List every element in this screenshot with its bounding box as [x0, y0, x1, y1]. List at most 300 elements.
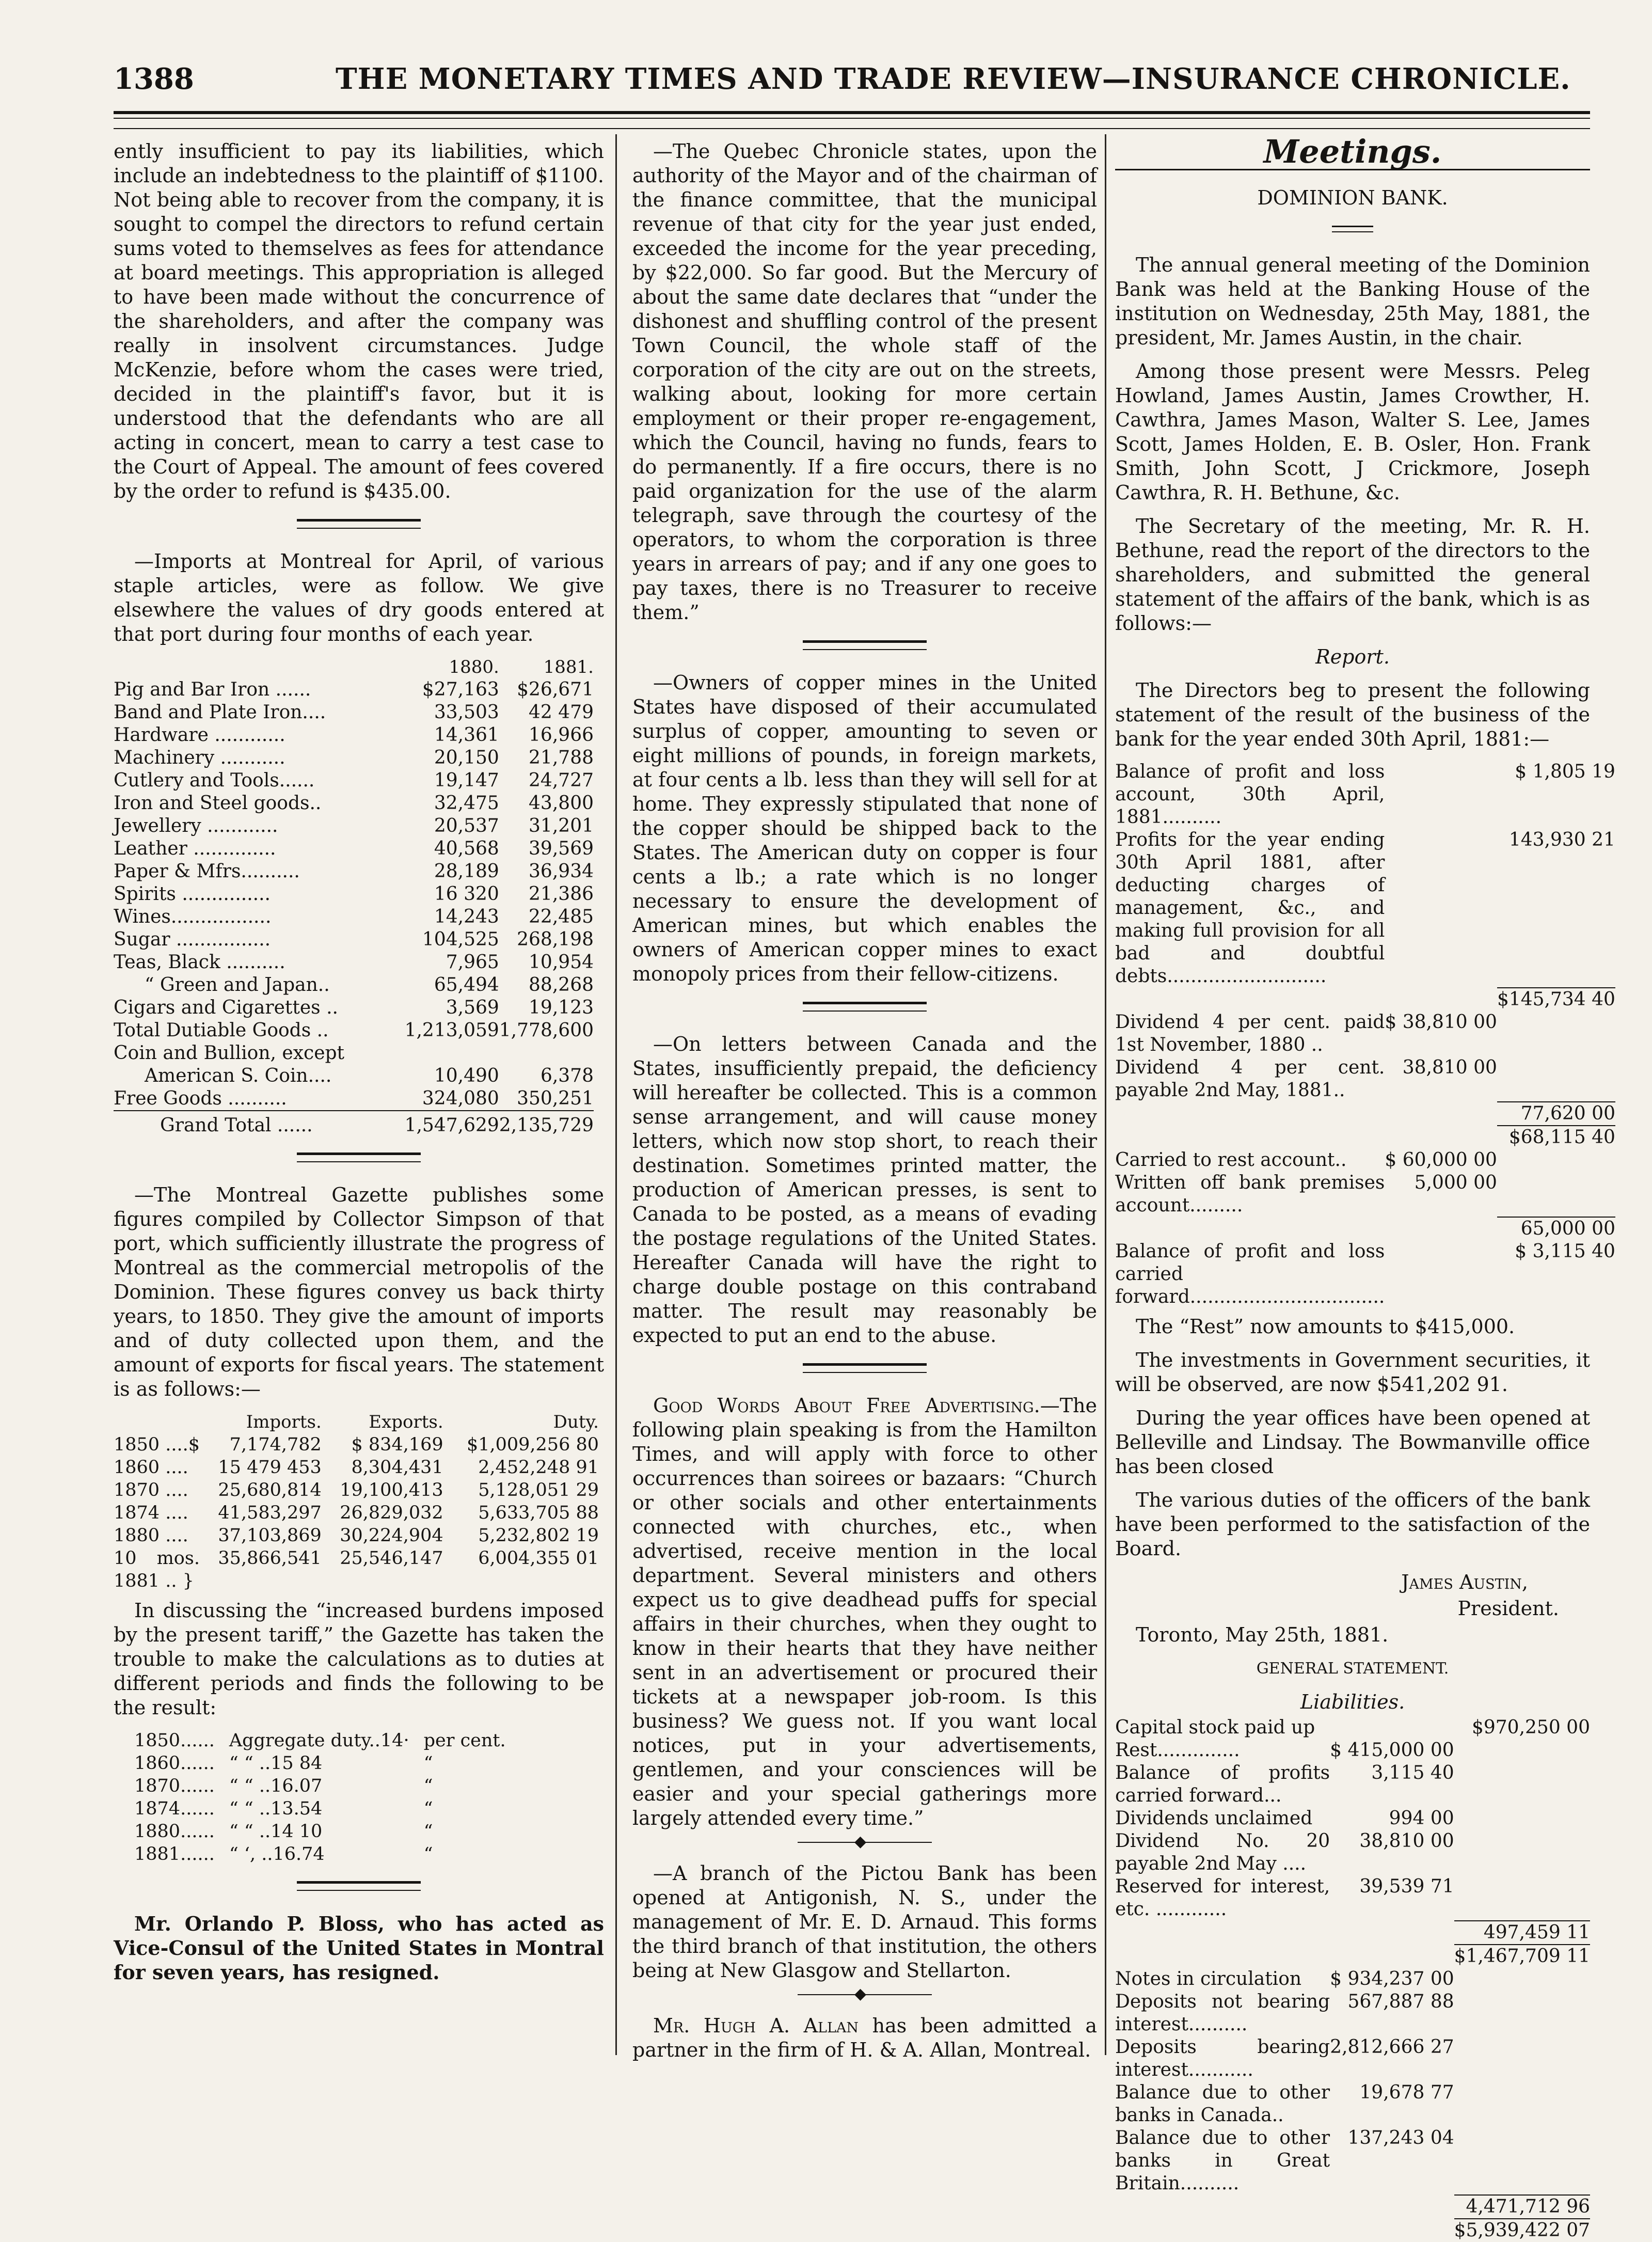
table-row	[134, 1843, 520, 1866]
statement-row	[1115, 1056, 1615, 1102]
section-separator	[803, 1363, 927, 1373]
table-cell	[405, 1042, 499, 1065]
section-separator	[297, 1881, 421, 1891]
statement-row	[1115, 2036, 1590, 2081]
table-cell: 1874......	[134, 1798, 215, 1819]
table-cell: 104,525	[422, 929, 499, 950]
imports-intro: —Imports at Montreal for April, of various staple articles, were as follow. We give elsewhere the values of dry goods entered at that port during four months of each year.	[114, 550, 604, 645]
statement-label: Balance of profit and loss carried forward.................................	[1115, 1241, 1385, 1307]
statement-label	[1115, 1102, 1385, 1126]
table-cell: Paper & Mfrs..........	[114, 861, 300, 882]
statement-label: Written off bank premises account.........	[1115, 1172, 1385, 1216]
statement-label	[1115, 988, 1385, 1011]
table-cell: 5,128,051 29	[478, 1480, 599, 1501]
statement-amount	[1330, 1716, 1454, 1739]
statement-amount: 994 00	[1389, 1808, 1454, 1829]
table-cell: “	[423, 1844, 433, 1865]
table-cell: American S. Coin....	[145, 1065, 332, 1086]
article-paragraph: Mr. Orlando P. Bloss, who has acted as Vice-Consul of the United States in Montral for seven years, has resigned.	[114, 1912, 604, 1984]
table-row	[134, 1820, 520, 1843]
table-cell: 21,788	[529, 747, 594, 768]
table-cell: 19,100,413	[340, 1480, 443, 1501]
statement-row	[1115, 1991, 1590, 2036]
statement-amount	[1385, 1126, 1497, 1149]
table-cell: 3,569	[446, 997, 499, 1018]
ornament-separator	[798, 1842, 932, 1843]
statement-amount	[1385, 1102, 1497, 1126]
statement-total	[1454, 1968, 1590, 1991]
table-cell: “ “ ..15 84	[229, 1753, 323, 1774]
statement-total: $68,115 40	[1497, 1126, 1615, 1149]
statement-total	[1497, 1056, 1615, 1102]
statement-label: Balance of profit and loss account, 30th April, 1881..........	[1115, 761, 1385, 828]
table-cell: 350,251	[517, 1088, 594, 1109]
page-number: 1388	[114, 62, 194, 96]
table-cell: 31,201	[529, 815, 594, 836]
article-heading: Mr. Hugh A. Allan	[653, 2014, 859, 2037]
article-text: has been admitted a partner in the firm of H. & A. Allan, Montreal.	[632, 2014, 1097, 2061]
statement-label	[1115, 2195, 1330, 2219]
table-cell: 20,150	[434, 747, 499, 768]
table-cell: 36,934	[529, 861, 594, 882]
statement-label: Profits for the year ending 30th April 1881, after deducting charges of management, &c., and making full provision for all bad and doubtful debts...........................	[1115, 829, 1385, 987]
table-cell: 7,965	[446, 952, 499, 973]
table-cell: Teas, Black ..........	[114, 952, 285, 973]
duty-table	[134, 1729, 520, 1866]
table-cell: 35,866,541	[218, 1548, 322, 1569]
table-row	[134, 1775, 520, 1797]
table-row	[114, 1456, 599, 1479]
statement-total	[1497, 1172, 1615, 1217]
statement-row	[1115, 1240, 1615, 1308]
statement-amount: 2,812,666 27	[1330, 2036, 1454, 2058]
table-cell: $1,009,256 80	[466, 1434, 599, 1455]
table-row	[134, 1729, 520, 1752]
table-cell: 1850......	[134, 1730, 215, 1751]
section-separator	[297, 519, 421, 529]
article-paragraph: —Owners of copper mines in the United States have disposed of their accumulated surplus of copper, amounting to seven or eight millions of pounds, in foreign markets, at four cents a lb. less than they will sell for at home. They expressly stipulated that none of the copper should be shipped back to the States. The American duty on copper is four cents a lb.; a rate which is no longer necessary to ensure the development of American mines, but which enables the owners of American copper mines to exact monopoly prices from their fellow-citizens.	[632, 671, 1097, 985]
statement-row	[1115, 1102, 1615, 1126]
statement-amount	[1385, 761, 1497, 829]
table-cell: 1,547,629	[405, 1111, 499, 1137]
article-paragraph: —The Montreal Gazette publishes some figures compiled by Collector Simpson of that port, which sufficiently illustrate the progress of Montreal as the commercial metropolis of the Dominion. These figures convey us back thirty years, to 1850. They give the amount of imports and of duty collected upon them, and the amount of exports for fiscal years. The statement is as follows:—	[114, 1183, 604, 1400]
column-divider	[1105, 134, 1106, 2055]
statement-row	[1115, 1921, 1590, 1945]
table-cell: 37,103,869	[218, 1525, 322, 1546]
signature-title: President.	[1457, 1597, 1559, 1620]
table-cell: 40,568	[434, 838, 499, 859]
column-2	[632, 139, 1097, 2153]
table-cell: Pig and Bar Iron ......	[114, 679, 311, 700]
statement-row	[1115, 1172, 1615, 1217]
statement-total: $5,939,422 07	[1454, 2220, 1590, 2241]
statement-label: Rest..............	[1115, 1740, 1240, 1761]
table-cell: 5,633,705 88	[478, 1503, 599, 1523]
table-cell: “ “ ..14 10	[229, 1821, 323, 1842]
liabilities-heading: Liabilities.	[1300, 1691, 1405, 1713]
table-row	[114, 747, 594, 769]
statement-row	[1115, 761, 1615, 829]
statement-row	[1115, 2127, 1590, 2195]
statement-row	[1115, 1217, 1615, 1240]
statement-total	[1454, 1739, 1590, 1762]
table-cell: 2,452,248 91	[478, 1457, 599, 1478]
header-rule-thin	[114, 118, 1590, 119]
table-cell: $26,671	[517, 679, 594, 700]
table-row	[114, 815, 594, 838]
table-cell: Band and Plate Iron....	[114, 702, 326, 723]
table-cell: 1,213,059	[404, 1020, 499, 1041]
article-paragraph: ently insufficient to pay its liabilities, which include an indebtedness to the plaintiff of $1100. Not being able to recover from the company, it is sought to compel the directors to refund certain sums voted to themselves as fees for attendance at board meetings. This appropriation is alleged to have been made without the concurrence of the shareholders, and after the company was really in insolvent circumstances. Judge McKenzie, before whom the cases were tried, decided in the plaintiff's favor, but it is understood that the defendants who are all acting in concert, mean to carry a test case to the Court of Appeal. The amount of fees covered by the order to refund is $435.00.	[114, 140, 604, 502]
statement-label	[1115, 1921, 1330, 1945]
statement-row	[1115, 1830, 1590, 1875]
table-cell: 14,361	[434, 724, 499, 746]
table-cell: 16 320	[434, 883, 499, 905]
table-row	[114, 928, 594, 951]
table-cell: 28,189	[434, 861, 499, 882]
column-divider	[615, 134, 617, 2055]
table-cell: Machinery ...........	[114, 747, 285, 768]
statement-row	[1115, 1739, 1590, 1762]
statement-label: Dividend 4 per cent. paid 1st November, 1880 ..	[1115, 1012, 1385, 1055]
table-row	[114, 1502, 599, 1524]
section-title: Meetings.	[1263, 133, 1442, 170]
report-statement-body	[1115, 761, 1615, 1308]
statement-amount: 137,243 04	[1347, 2127, 1454, 2149]
table-cell: Coin and Bullion, except	[114, 1043, 345, 1064]
statement-amount: $ 38,810 00	[1385, 1012, 1497, 1033]
table-row	[114, 1065, 594, 1087]
table-cell: 6,378	[540, 1065, 594, 1086]
statement-amount: 39,539 71	[1359, 1876, 1454, 1897]
table-cell: 1850 ....$	[114, 1434, 200, 1455]
report-statement	[1115, 761, 1615, 1308]
table-row	[114, 883, 594, 906]
article-paragraph: The investments in Government securities, it will be observed, are now $541,202 91.	[1115, 1349, 1590, 1396]
table-row	[134, 1797, 520, 1820]
statement-total	[1454, 2036, 1590, 2081]
article-paragraph: —The Quebec Chronicle states, upon the authority of the Mayor and of the chairman of the finance committee, that the municipal revenue of that city for the year just ended, exceeded the income for the year preceding, by $22,000. So far good. But the Mercury of about the same date declares that “under the dishonest and shuffling control of the present Town Council, the whole staff of the corporation of the city are out on the streets, walking about, looking for more certain employment or their proper re-engagement, which the Council, having no funds, fears to do permanently. If a fire occurs, there is no paid organization for the use of the alarm telegraph, save through the courtesy of the operators, to whom the corporation is three years in arrears of pay; and if any one goes to pay taxes, there is no Treasurer to receive them.”	[632, 140, 1097, 624]
statement-total: 4,471,712 96	[1454, 2195, 1590, 2219]
column-header: Imports.	[246, 1412, 322, 1432]
statement-row	[1115, 1126, 1615, 1149]
table-row	[114, 701, 594, 724]
statement-label: Deposits not bearing interest..........	[1115, 1991, 1330, 2035]
column-header: 1880.	[449, 657, 499, 677]
table-cell: Iron and Steel goods..	[114, 793, 322, 814]
table-cell: 10,490	[434, 1065, 499, 1086]
table-cell: 324,080	[422, 1088, 499, 1109]
statement-amount: 38,810 00	[1402, 1057, 1497, 1078]
column-header: Duty.	[553, 1412, 599, 1432]
statement-amount: $ 934,237 00	[1330, 1968, 1454, 1990]
statement-total: $ 1,805 19	[1515, 761, 1615, 782]
statement-total: 497,459 11	[1454, 1921, 1590, 1945]
table-row	[114, 951, 594, 974]
place-date: Toronto, May 25th, 1881.	[1136, 1623, 1389, 1646]
table-cell: 14,243	[434, 906, 499, 927]
table-cell: per cent.	[423, 1730, 506, 1751]
statement-row	[1115, 829, 1615, 988]
table-row	[114, 1087, 594, 1111]
table-cell: Wines.................	[114, 906, 272, 927]
statement-label: Notes in circulation	[1115, 1968, 1302, 1990]
article-text: —The following plain speaking is from the Hamilton Times, and will apply with force to other occurrences than soirees or bazaars: “Church or other socials and other entertainments connected with churches, etc., when advertised, receive mention in the local department. Several ministers and others expect us to give deadhead puffs for special affairs in their churches, when they ought to know in their hearts that they have neither sent in an advertisement or procured their tickets at a newspaper job-room. Is this business? We guess not. If you want local notices, put in your advertisements, gentlemen, and your consciences will be easier and your special gatherings more largely attended every time.”	[632, 1394, 1097, 1829]
article-paragraph: During the year offices have been opened at Belleville and Lindsay. The Bowmanville office has been closed	[1115, 1407, 1590, 1478]
statement-amount	[1385, 829, 1497, 988]
table-row	[114, 724, 594, 747]
table-row	[114, 974, 594, 997]
statement-amount	[1330, 2219, 1454, 2242]
short-rule	[1332, 226, 1373, 232]
table-cell	[499, 1042, 594, 1065]
table-cell: “ “ ..13.54	[229, 1798, 323, 1819]
article-paragraph	[632, 2014, 1097, 2062]
table-cell: 19,147	[434, 770, 499, 791]
table-row	[114, 838, 594, 860]
statement-label: Carried to rest account..	[1115, 1149, 1347, 1171]
imports-table	[114, 656, 594, 1137]
table-cell: “ “ ..16.07	[229, 1776, 323, 1796]
table-row	[134, 1752, 520, 1775]
statement-amount: 3,115 40	[1371, 1762, 1454, 1783]
statement-label: Deposits bearing interest...........	[1115, 2036, 1330, 2080]
table-row	[114, 997, 594, 1019]
table-cell: 32,475	[434, 793, 499, 814]
table-row	[114, 1019, 594, 1042]
table-cell: Hardware ............	[114, 724, 285, 746]
article-paragraph: The “Rest” now amounts to $415,000.	[1136, 1315, 1515, 1338]
bank-title: DOMINION BANK.	[1257, 186, 1448, 209]
article-heading: Good Words About Free Advertising.	[653, 1394, 1040, 1417]
statement-total	[1454, 2127, 1590, 2195]
statement-row	[1115, 1807, 1590, 1830]
statement-amount	[1330, 2195, 1454, 2219]
statement-label: Dividends unclaimed	[1115, 1808, 1313, 1829]
table-cell: 39,569	[529, 838, 594, 859]
statement-label: Balance due to other banks in Great Britain..........	[1115, 2127, 1330, 2194]
table-cell: 1860 ....	[114, 1457, 188, 1478]
section-separator	[803, 1002, 927, 1012]
table-cell: “	[423, 1776, 433, 1796]
publication-title: THE MONETARY TIMES AND TRADE REVIEW—INSURANCE CHRONICLE.	[336, 62, 1571, 96]
trade-table-body	[114, 1433, 599, 1592]
statement-total	[1497, 1149, 1615, 1172]
table-row	[114, 678, 594, 701]
table-cell: Sugar ................	[114, 929, 271, 950]
statement-label: Capital stock paid up	[1115, 1717, 1315, 1738]
statement-total: $145,734 40	[1497, 989, 1615, 1010]
statement-row	[1115, 2195, 1590, 2219]
table-cell: 25,546,147	[340, 1548, 443, 1569]
report-heading: Report.	[1315, 645, 1390, 668]
column-3	[1115, 133, 1615, 2241]
statement-amount: $ 60,000 00	[1385, 1149, 1497, 1171]
table-cell: 8,304,431	[351, 1457, 443, 1478]
table-cell: 268,198	[517, 929, 594, 950]
table-cell: Jewellery ............	[114, 815, 278, 836]
column-1	[114, 139, 604, 2153]
section-separator	[297, 1152, 421, 1162]
table-cell: 1880......	[134, 1821, 215, 1842]
article-paragraph: The Secretary of the meeting, Mr. R. H. Bethune, read the report of the directors to the shareholders, and submitted the general statement of the affairs of the bank, which is as follows:—	[1115, 515, 1590, 635]
table-cell: Cigars and Cigarettes ..	[114, 997, 338, 1018]
article-paragraph: In discussing the “increased burdens imposed by the present tariff,” the Gazette has taken the trouble to make the calculations as to duties at different periods and finds the following to be the result:	[114, 1599, 604, 1719]
statement-row	[1115, 2219, 1590, 2242]
signature-name: James Austin,	[1401, 1571, 1528, 1593]
table-cell: 19,123	[529, 997, 594, 1018]
table-cell: Aggregate duty..14·	[229, 1730, 409, 1751]
statement-row	[1115, 1968, 1590, 1991]
table-cell: 25,680,814	[218, 1480, 322, 1501]
header-rule-thin-2	[114, 128, 1590, 129]
article-paragraph: The annual general meeting of the Dominion Bank was held at the Banking House of the institution on Wednesday, 25th May, 1881, the president, Mr. James Austin, in the chair.	[1115, 254, 1590, 349]
table-cell: Grand Total ......	[114, 1111, 405, 1137]
table-cell: “	[423, 1798, 433, 1819]
table-cell: 1880 ....	[114, 1525, 188, 1546]
trade-table	[114, 1411, 599, 1592]
statement-amount	[1330, 1945, 1454, 1968]
table-cell: 1874 ....	[114, 1503, 188, 1523]
statement-label: Balance of profits carried forward...	[1115, 1762, 1330, 1806]
statement-amount: $ 415,000 00	[1330, 1740, 1454, 1761]
statement-total	[1497, 1011, 1615, 1056]
table-row	[114, 860, 594, 883]
statement-label: Balance due to other banks in Canada..	[1115, 2082, 1330, 2126]
statement-amount	[1385, 988, 1497, 1011]
imports-table-body	[114, 678, 594, 1111]
table-cell: 43,800	[529, 793, 594, 814]
table-cell: 88,268	[529, 974, 594, 996]
table-row	[114, 1524, 599, 1547]
statement-label	[1115, 1217, 1385, 1240]
statement-total: 77,620 00	[1497, 1102, 1615, 1126]
table-row	[114, 1433, 599, 1456]
table-row	[114, 906, 594, 928]
article-paragraph: —On letters between Canada and the States, insufficiently prepaid, the deficiency will hereafter be collected. This is a common sense arrangement, and will cause money letters, which now stop short, to reach their destination. Sometimes printed matter, the production of American presses, is sent to Canada to be posted, as a means of evading the postage regulations of the United States. Hereafter Canada will have the right to charge double postage on this contraband matter. The result may reasonably be expected to put an end to the abuse.	[632, 1033, 1097, 1347]
statement-row	[1115, 1762, 1590, 1807]
column-header: Exports.	[369, 1412, 443, 1432]
table-row	[114, 1547, 599, 1592]
grand-total-row	[114, 1111, 594, 1137]
table-cell: “	[423, 1821, 433, 1842]
table-header-row	[114, 1411, 599, 1433]
page-header	[114, 62, 1590, 103]
article-paragraph: —A branch of the Pictou Bank has been opened at Antigonish, N. S., under the management of Mr. E. D. Arnaud. This forms the third branch of that institution, the others being at New Glasgow and Stellarton.	[632, 1862, 1097, 1982]
table-cell: “ ‘, ..16.74	[229, 1844, 325, 1865]
duty-table-body	[134, 1729, 520, 1866]
statement-label	[1115, 1126, 1385, 1149]
article-paragraph: The Directors beg to present the following statement of the result of the business of the bank for the year ended 30th April, 1881:—	[1115, 679, 1590, 750]
table-cell: Free Goods ..........	[114, 1088, 287, 1109]
table-cell: 16,966	[529, 724, 594, 746]
statement-row	[1115, 1011, 1615, 1056]
table-cell: Cutlery and Tools......	[114, 770, 315, 791]
statement-label	[1115, 2219, 1330, 2242]
general-statement-heading: GENERAL STATEMENT.	[1256, 1660, 1449, 1678]
statement-amount: 38,810 00	[1359, 1830, 1454, 1852]
table-cell: 20,537	[434, 815, 499, 836]
statement-row	[1115, 1716, 1590, 1739]
statement-label: Dividend No. 20 payable 2nd May ....	[1115, 1830, 1330, 1874]
table-cell: 65,494	[434, 974, 499, 996]
statement-total	[1454, 1875, 1590, 1921]
table-cell: $ 834,169	[351, 1434, 443, 1455]
statement-amount: 567,887 88	[1347, 1991, 1454, 2012]
table-cell: 7,174,782	[229, 1434, 322, 1455]
statement-row	[1115, 1945, 1590, 1968]
table-cell: 15 479 453	[218, 1457, 322, 1478]
statement-total	[1454, 2081, 1590, 2127]
section-separator	[803, 640, 927, 650]
table-cell: 41,583,297	[218, 1503, 322, 1523]
statement-amount: 19,678 77	[1359, 2082, 1454, 2103]
column-header: 1881.	[543, 657, 594, 677]
statement-amount	[1385, 1217, 1497, 1240]
table-header-row	[114, 656, 594, 678]
table-cell: 22,485	[529, 906, 594, 927]
table-cell: 2,135,729	[499, 1111, 594, 1137]
table-cell: Total Dutiable Goods ..	[114, 1020, 329, 1041]
header-rule	[114, 111, 1590, 114]
article-paragraph: Among those present were Messrs. Peleg Howland, James Austin, James Crowther, H. Cawthra, James Mason, Walter S. Lee, James Scott, James Holden, E. B. Osler, Hon. Frank Smith, John Scott, J Crickmore, Joseph Cawthra, R. H. Bethune, &c.	[1115, 360, 1590, 504]
table-cell: 42 479	[529, 702, 594, 723]
table-cell: 26,829,032	[340, 1503, 443, 1523]
statement-label: Reserved for interest, etc. ............	[1115, 1876, 1330, 1920]
table-cell: 33,503	[434, 702, 499, 723]
table-cell: $27,163	[422, 679, 499, 700]
statement-total	[1454, 1830, 1590, 1875]
table-cell: 1860......	[134, 1753, 215, 1774]
table-row	[114, 1042, 594, 1065]
table-cell: 10,954	[529, 952, 594, 973]
table-cell: 6,004,355 01	[478, 1548, 599, 1569]
statement-amount	[1330, 1921, 1454, 1945]
table-cell: 1,778,600	[499, 1020, 594, 1041]
table-row	[114, 1479, 599, 1502]
table-cell: 1881......	[134, 1844, 215, 1865]
table-row	[114, 769, 594, 792]
table-cell: “ Green and Japan..	[145, 974, 330, 996]
statement-total	[1454, 1762, 1590, 1807]
table-cell: 1870......	[134, 1776, 215, 1796]
statement-total	[1454, 1991, 1590, 2036]
statement-label	[1115, 1945, 1330, 1968]
statement-total	[1454, 1807, 1590, 1830]
table-cell: Leather ..............	[114, 838, 276, 859]
liabilities-statement-body	[1115, 1716, 1590, 2242]
table-cell: “	[423, 1753, 433, 1774]
statement-label: Dividend 4 per cent. payable 2nd May, 1881..	[1115, 1057, 1385, 1101]
statement-row	[1115, 2081, 1590, 2127]
table-cell: 24,727	[529, 770, 594, 791]
article-paragraph: The various duties of the officers of the bank have been performed to the satisfaction of the Board.	[1115, 1489, 1590, 1560]
statement-total: $970,250 00	[1471, 1717, 1590, 1738]
statement-amount: 5,000 00	[1414, 1172, 1497, 1193]
statement-amount	[1385, 1240, 1497, 1308]
statement-row	[1115, 1149, 1615, 1172]
table-cell: 1870 ....	[114, 1480, 188, 1501]
statement-total: $1,467,709 11	[1454, 1946, 1590, 1967]
statement-total: 143,930 21	[1508, 829, 1615, 850]
statement-total: 65,000 00	[1497, 1217, 1615, 1240]
table-cell: 21,386	[529, 883, 594, 905]
statement-total: $ 3,115 40	[1515, 1241, 1615, 1262]
article-paragraph	[632, 1394, 1097, 1830]
statement-row	[1115, 1875, 1590, 1921]
ornament-separator	[798, 1994, 932, 1995]
table-row	[114, 792, 594, 815]
